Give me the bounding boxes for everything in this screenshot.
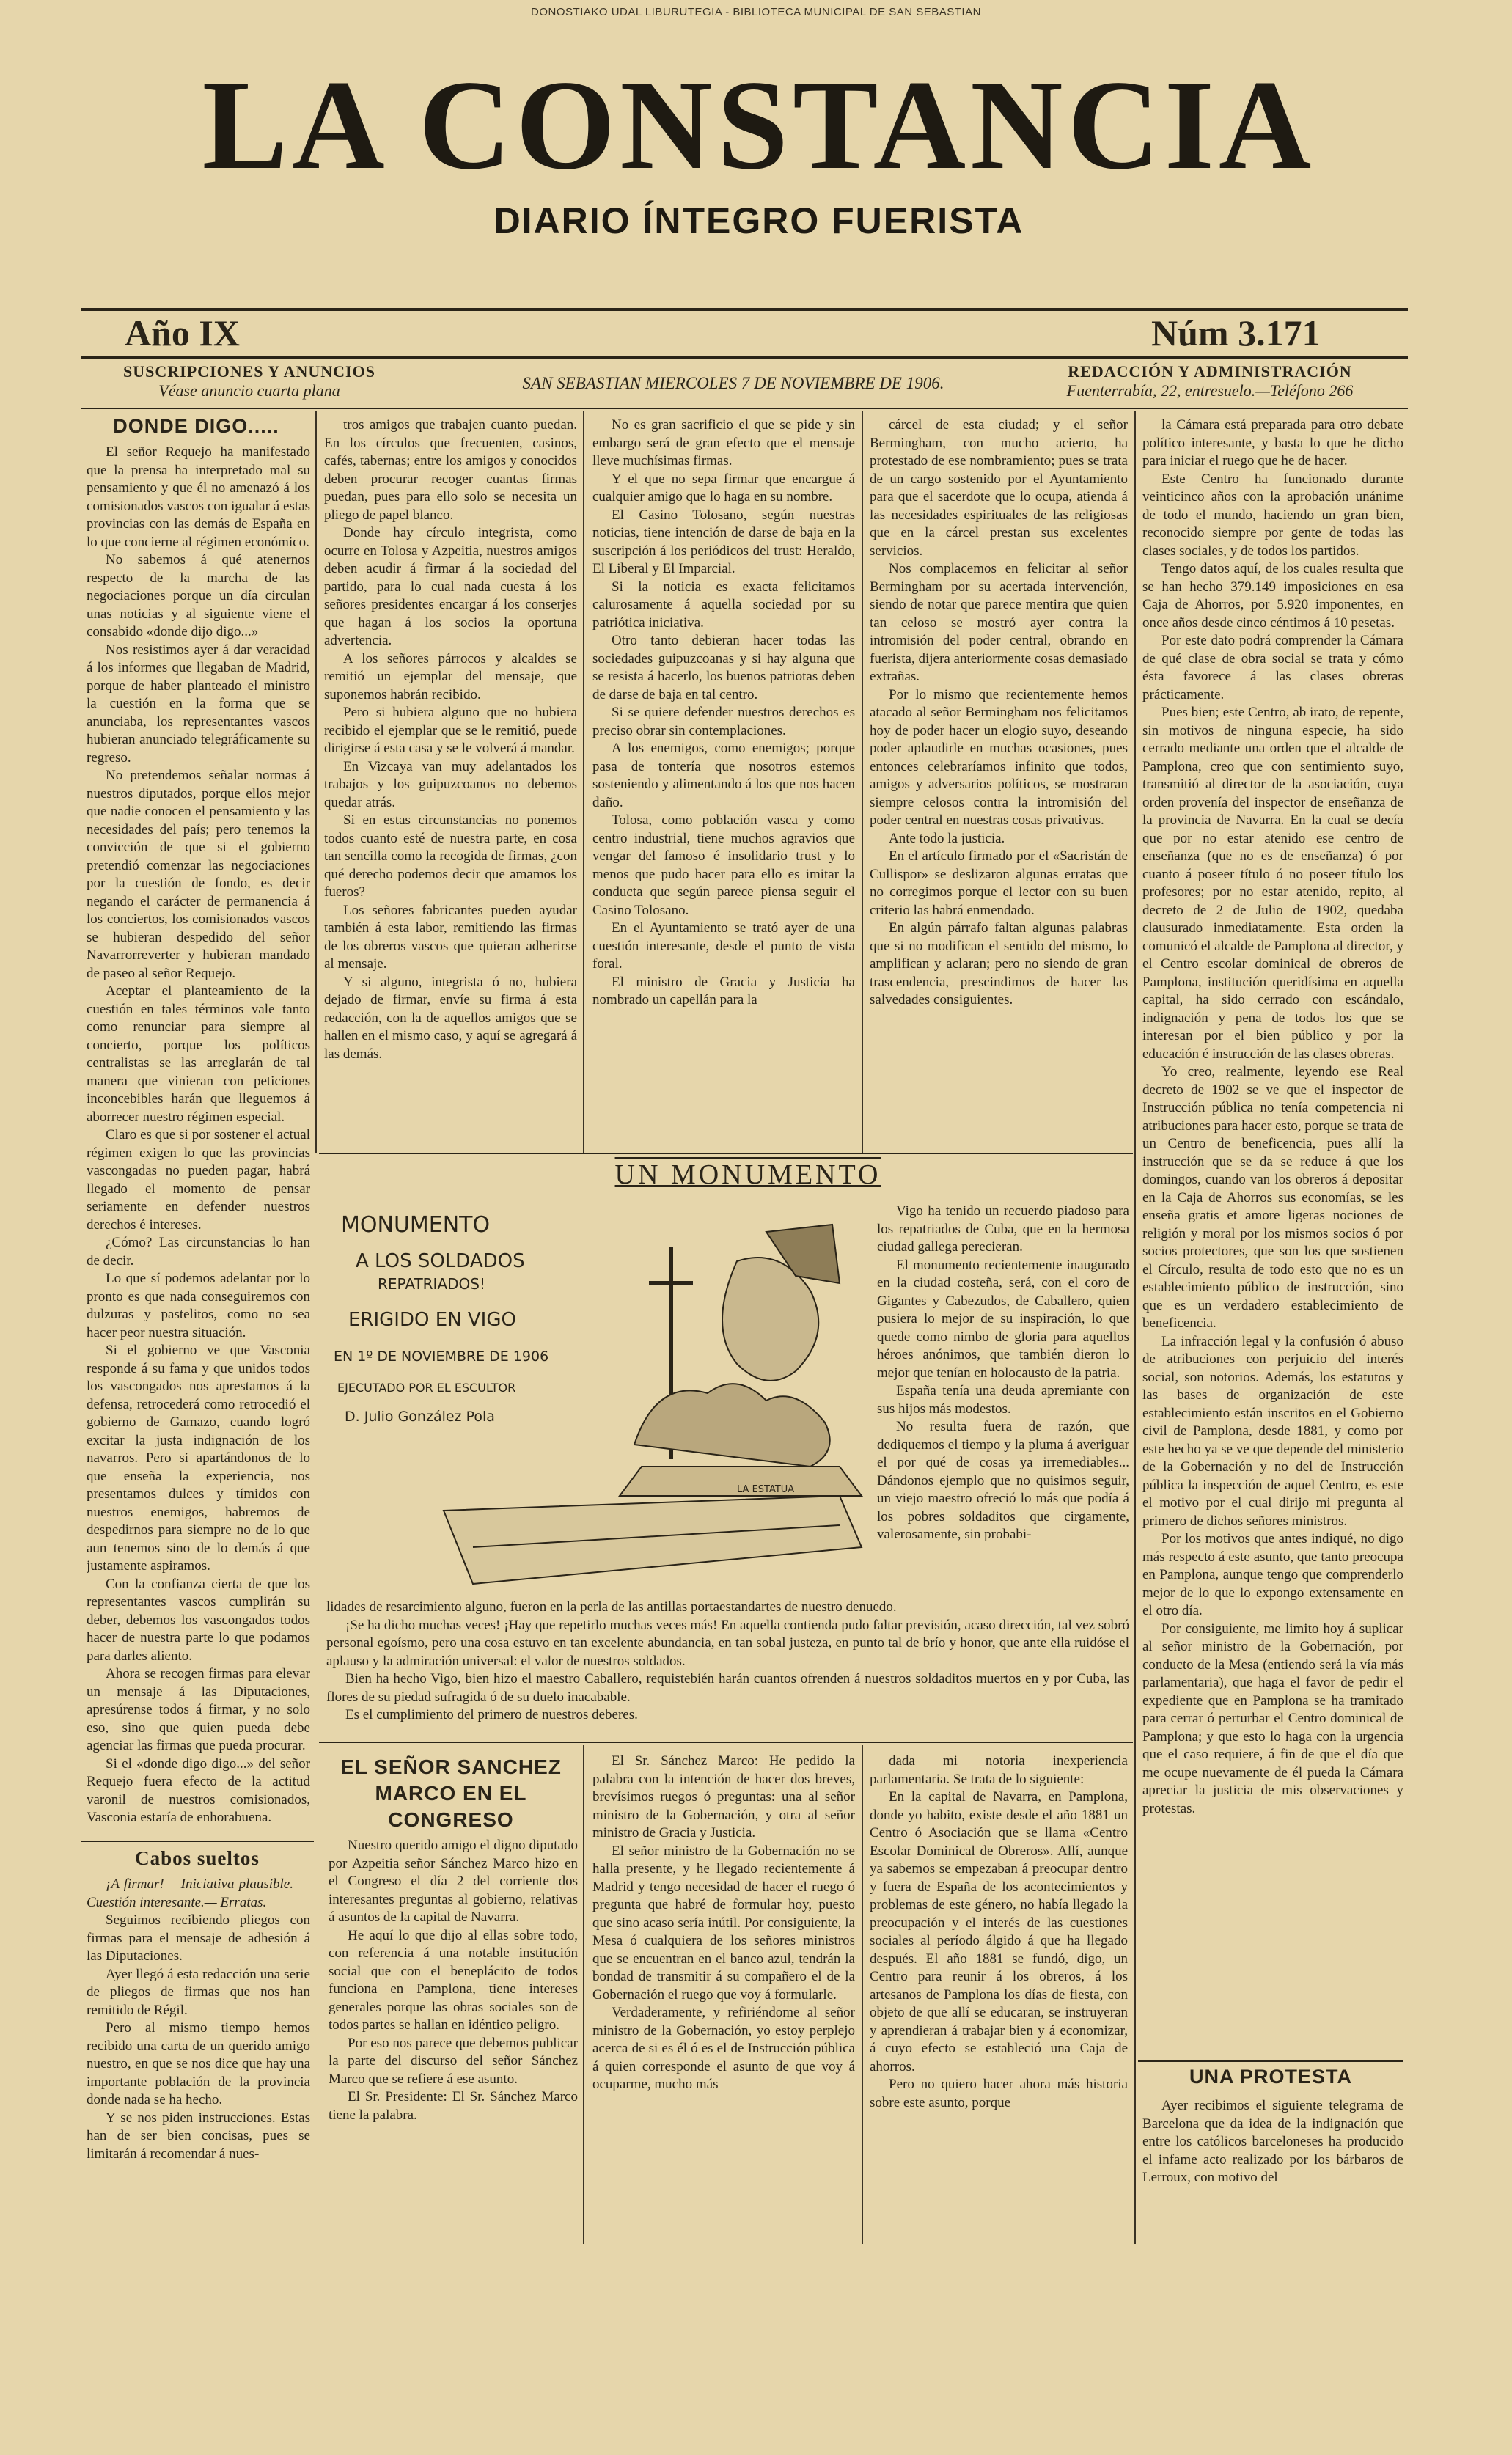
section-rule (81, 1841, 314, 1842)
monument-engraving (326, 1203, 873, 1599)
paragraph: Los señores fabricantes pueden ayudar también á esta labor, remitiendo las firmas de los obreros vascos que quieran adherirse al mensaje. (324, 902, 577, 972)
paragraph: Pues bien; este Centro, ab irato, de repente, sin motivos de ninguna especie, ha sido cerrado mediante una orden que el alcalde de Pamplona, creo que con sentimiento suyo, transmitió al director de la asociación, cuya orden provenía del inspector de enseñanza de la provincia de Navarra. En la cual se decía que por no estar atenido ese centro de enseñanza (que no es de enseñanza) ó por cuanto á poseer título ó no poseer título los profesores; por no estar atenido, repito, al decreto de 2 de Julio de 1902, quedaba clausurado inmediatamente. Esta orden la comunicó el alcalde de Pamplona al director, y el Centro escolar dominical de obreros de Pamplona, institución queridísima en aquella capital, ha sido cerrado con escándalo, indignación y pena de todos los que se interesan por el bien público y por la educación é instrucción de las clases obreras. (1142, 705, 1403, 1062)
paragraph: Tolosa, como población vasca y como centro industrial, tiene muchos agravios que vengar del famoso é insolidario trust y lo menos que pudo hacer para ello es imitar la conducta que según parece piensa seguir el Casino Tolosano. (592, 812, 855, 918)
newspaper-title: LA CONSTANCIA (202, 54, 1316, 196)
paragraph: No es gran sacrificio el que se pide y sin embargo será de gran efecto que el mensaje lleve muchísimas firmas. (592, 417, 855, 469)
redaccion-box (1012, 362, 1408, 400)
paragraph: Ahora se recogen firmas para elevar un mensaje á las Diputaciones, apresúrense todos á firmar, y no solo eso, sino que quien pueda debe agenciar las firmas que pueda procurar. (87, 1666, 310, 1753)
paragraph: Seguimos recibiendo pliegos con firmas para el mensaje de adhesión á las Diputaciones. (87, 1912, 310, 1964)
section-rule (319, 1153, 1133, 1154)
article-title-monumento: UN MONUMENTO (614, 1159, 881, 1190)
paragraph: cárcel de esta ciudad; y el señor Bermingham, con mucho acierto, ha protestado de ese nombramiento; pues se trata de un cargo sostenido por el Ayuntamiento para que el sacerdote que lo ocupa, atienda á las necesidades espirituales de las religiosas que en la cárcel prestan sus excelentes servicios. (870, 417, 1128, 559)
paragraph: En el artículo firmado por el «Sacristán de Cullispor» se deslizaron algunas erratas que no corregimos porque el lector con su buen criterio las habrá enmendado. (870, 848, 1128, 918)
paragraph: El señor Requejo ha manifestado que la prensa ha interpretado mal su pensamiento y que él no amenazó á los comisionados vascos con igualar á estas provincias con las demás de España en lo que concierne al régimen económico. (87, 444, 310, 550)
paragraph: El Sr. Presidente: El Sr. Sánchez Marco tiene la palabra. (329, 2089, 578, 2123)
paragraph: El Sr. Sánchez Marco: He pedido la palabra con la intención de hacer dos breves, brevísimos ruegos ó preguntas: una al señor ministro de la Gobernación, y otra al señor ministro de Gracia y Justicia. (592, 1753, 855, 1841)
cabos-sueltos-body (87, 1876, 310, 2242)
paragraph: Por lo mismo que recientemente hemos atacado al señor Bermingham nos felicitamos hoy de poder hacer un elogio suyo, deseando poder aplaudirle en muchas ocasiones, pues entonces celebraríamos infinito que todos, amigos y adversarios políticos, se mostraran siempre celosos contra la intromisión del poder central en nuestras cosas privativas. (870, 686, 1128, 828)
paragraph: Es el cumplimiento del primero de nuestros deberes. (345, 1707, 638, 1722)
paragraph: tros amigos que trabajen cuanto puedan. En los círculos que frecuenten, casinos, cafés, tabernas; entre los amigos y conocidos deben procurar recoger cuantas firmas puedan, pues para ello solo se necesita un pliego de papel blanco. (324, 417, 577, 523)
monumento-bottom-text (326, 1599, 1129, 1738)
engraving-statue-label: LA ESTATUA (737, 1484, 795, 1495)
engraving-caption-1: MONUMENTO (341, 1212, 491, 1238)
paragraph: Ante todo la justicia. (889, 830, 1005, 846)
paragraph: Claro es que si por sostener el actual régimen exigen lo que las provincias vascongadas no pueden pagar, habrá llegado el momento de pensar seriamente en defender nuestros derechos é intereses. (87, 1127, 310, 1233)
sanchez-marco-col2 (592, 1753, 855, 2240)
una-protesta-body (1142, 2097, 1403, 2244)
column-rule (583, 411, 584, 1153)
paragraph: Pero si hubiera alguno que no hubiera recibido el ejemplar que se le remitió, puede dirigirse á esta casa y se le volverá á mandar. (324, 705, 577, 756)
donde-digo-body (87, 444, 310, 1837)
paragraph: Si en estas circunstancias no ponemos todos cuanto esté de nuestra parte, en cosa tan sencilla como la recogida de firmas, ¿con qué derecho podemos decir que amamos los fueros? (324, 812, 577, 900)
cabos-sueltos-col3 (592, 416, 855, 1150)
paragraph: Lo que sí podemos adelantar por lo pronto es que nada conseguiremos con dulzuras y pastelitos, como no sea hacer peor nuestra situación. (87, 1271, 310, 1340)
paragraph: He aquí lo que dijo al ellas sobre todo, con referencia á una notable institución social que con el beneplácito de todos funciona en Pamplona, tiene intereses generales porque las obras sociales son de todos partes se hallan en idéntico peligro. (329, 1927, 578, 2033)
paragraph: Otro tanto debieran hacer todas las sociedades guipuzcoanas y si hay alguna que se resista á hacerlo, los buenos patriotas deben de darse de baja en tal centro. (592, 633, 855, 702)
masthead-rule-bottom (81, 356, 1408, 359)
paragraph: la Cámara está preparada para otro debate político interesante, y basta lo que he dicho para iniciar el ruego que he de hacer. (1142, 417, 1403, 469)
figure-group (634, 1384, 830, 1467)
paragraph: En algún párrafo faltan algunas palabras que si no modifican el sentido del mismo, lo amplifican y aclaran; pero no siendo de gran trascendencia, prescindimos de hacer las salvedades consiguientes. (870, 920, 1128, 1008)
paragraph: Este Centro ha funcionado durante veinticinco años con la aprobación unánime de todo el mundo, haciendo un gran bien, reconocido siempre por gente de todas las clases sociales, y de todos los partidos. (1142, 471, 1403, 559)
paragraph: Tengo datos aquí, de los cuales resulta que se han hecho 379.149 imposiciones en esa Caja de Ahorros, por 5.920 imponentes, en once años desde cinco céntimos á 10 pesetas. (1142, 561, 1403, 631)
article-title-sanchez-marco: EL SEÑOR SANCHEZ MARCO EN EL CONGRESO (340, 1755, 562, 1831)
article-title-donde-digo: DONDE DIGO..... (113, 415, 279, 437)
paragraph: Por eso nos parece que debemos publicar la parte del discurso del señor Sánchez Marco que se refiere á ese asunto. (329, 2035, 578, 2087)
paragraph: Donde hay círculo integrista, como ocurre en Tolosa y Azpeitia, nuestros amigos deben acudir á firmar á la sociedad del partido, para lo cual nada cuesta á los señores presidentes encargar á los conserjes que hagan á los socios la oportuna advertencia. (324, 525, 577, 648)
paragraph: A los señores párrocos y alcaldes se remitió un ejemplar del mensaje, que suponemos habrán recibido. (324, 650, 577, 702)
engraving-caption-4: ERIGIDO EN VIGO (348, 1309, 516, 1331)
column-rule (583, 1745, 584, 2244)
sanchez-marco-col1 (329, 1837, 578, 2240)
paragraph: Si la noticia es exacta felicitamos calurosamente á aquella sociedad por su patriótica iniciativa. (592, 579, 855, 631)
base-platform (444, 1496, 862, 1584)
paragraph: Ayer llegó á esta redacción una serie de pliegos de firmas que nos han remitido de Régil. (87, 1966, 310, 2018)
paragraph: La infracción legal y la confusión ó abuso de atribuciones con perjuicio del interés social, son notorios. Además, los estatutos y las bases de organización de este establecimiento están inscritos en el Gobierno civil de Pamplona, desde 1881, y como por este hecho ya se ve que depende del ministerio de la Gobernación y no del de Instrucción pública la inspección de aquel Centro, es este el motivo por el cual dirijo mi pregunta al primero de dichos señores ministros. (1142, 1333, 1403, 1529)
paragraph: ¡Se ha dicho muchas veces! ¡Hay que repetirlo muchas veces más! En aquella contienda pudo faltar previsión, acaso dirección, tal vez sobró personal egoísmo, pero una cosa estuvo en tan excelente abundancia, en tan sobal justeza, en punto tal de brío y honor, que ante ella ruidóse el aplauso y la admiración universal: el valor de nuestros soldados. (326, 1617, 1129, 1669)
paragraph: Con la confianza cierta de que los representantes vascos cumplirán su deber, debemos los vascongados todos hacer de nuestra parte lo que podamos para darles aliento. (87, 1576, 310, 1664)
paragraph: Por consiguiente, me limito hoy á suplicar al señor ministro de la Gobernación, por conducto de la Mesa (entiendo será la vía más parlamentaria), que haga el favor de pedir el expediente que en Pamplona se ha tramitado para cerrar ó perturbar el Centro dominical de Pamplona; y que esto lo haga con la urgencia que el caso requiere, á fin de que el día que me ocupe nuevamente de él pueda la Cámara apreciar la justicia de mis observaciones y protestas. (1142, 1621, 1403, 1816)
paragraph: Por este dato podrá comprender la Cámara de qué clase de obra social se trata y cómo ésta favorece á las clases obreras prácticamente. (1142, 633, 1403, 702)
paragraph: El monumento recientemente inaugurado en la ciudad costeña, será, con el coro de Gigantes y Cabezudos, de Caballero, quien pusiera lo mejor de su inspiración, lo que quede como nimbo de gloria para aquellos héroes anónimos, que también dieron lo mejor que tenían en holocausto de la patria. (877, 1257, 1129, 1381)
paragraph: En el Ayuntamiento se trató ayer de una cuestión interesante, desde el punto de vista foral. (592, 920, 855, 972)
address-line: Fuenterrabía, 22, entresuelo.—Teléfono 266 (1066, 381, 1354, 400)
paragraph: Pero al mismo tiempo hemos recibido una carta de un querido amigo nuestro, en que se nos dice que hay una importante población de la provincia donde nada se ha hecho. (87, 2020, 310, 2107)
column-rule (862, 411, 863, 1153)
paragraph: Por los motivos que antes indiqué, no digo más respecto á este asunto, que tanto preocupa en Pamplona, aunque tengo que comprenderlo mejor de lo que lo expongo extensamente en el otro día. (1142, 1531, 1403, 1618)
paragraph: Yo creo, realmente, leyendo ese Real decreto de 1902 se ve que el inspector de Instrucción pública no tenía competencia ni atribuciones para hacer esto, porque se trata de un Centro de beneficencia, pues allí la instrucción que se da se reduce á que los domingos, cuando van los obreros á depositar en la Caja de Ahorros sus economías, se les enseña gratis et amore ligeras nociones de religión y moral por los mismos socios ó por socios protectores, que son los que sostienen el Círculo, resulta de todo esto que no es un establecimiento público de instrucción, sino que es un verdadero establecimiento de beneficencia. (1142, 1064, 1403, 1331)
paragraph: Y el que no sepa firmar que encargue á cualquier amigo que lo haga en su nombre. (592, 471, 855, 504)
paragraph: ¿Cómo? Las circunstancias lo han de decir. (87, 1235, 310, 1269)
paragraph: El señor ministro de la Gobernación no se halla presente, y he llegado recientemente á Madrid y tengo necesidad de hacer el ruego ó pregunta que habré de formular hoy, puesto que sino acaso sería inútil. Por consiguiente, la Mesa ó cualquiera de los señores ministros que se encuentran en el banco azul, tendrán la bondad de transmitir á su compañero el de la Gobernación el ruego que voy á formularle. (592, 1843, 855, 2003)
cabos-sueltos-col4 (870, 416, 1128, 1150)
paragraph: El ministro de Gracia y Justicia ha nombrado un capellán para la (592, 974, 855, 1008)
cabos-sueltos-col2 (324, 416, 577, 1150)
paragraph: El Casino Tolosano, según nuestras noticias, tiene intención de darse de baja en la suscripción á los periódicos del trust: Heraldo, El Liberal y El Imparcial. (592, 507, 855, 576)
section-rule (1138, 2060, 1403, 2062)
paragraph: Ayer recibimos el siguiente telegrama de Barcelona que da idea de la indignación que entre los católicos barceloneses ha producido el infame acto realizado por los bárbaros de Lerroux, con motivo del (1142, 2098, 1403, 2185)
engraving-caption-5: EN 1º DE NOVIEMBRE DE 1906 (334, 1348, 549, 1365)
year-label: Año IX (125, 312, 240, 353)
engraving-caption-3: REPATRIADOS! (378, 1275, 485, 1293)
issue-number: Núm 3.171 (1151, 312, 1321, 353)
article-title-cabos-sueltos: Cabos sueltos (135, 1847, 260, 1869)
subscriptions-note: Véase anuncio cuarta plana (158, 381, 340, 400)
subscriptions-label: SUSCRIPCIONES Y ANUNCIOS (123, 362, 375, 381)
paragraph: Si el gobierno ve que Vasconia responde á su fama y que unidos todos los vascongados nos aprestamos á la defensa, retrocederá como retrocedió el gobierno de Gamazo, cuando logró excitar la justa indignación de los navarros. Pero si apartándonos de lo que enseña la experiencia, nos presentamos dulces y tímidos con nuestros enemigos, habremos de despedirnos para siempre no de lo que aun tenemos sino de lo demás á que justamente aspiramos. (87, 1343, 310, 1574)
monumento-right-text (877, 1203, 1129, 1584)
masthead-rule-top (81, 308, 1408, 311)
column-rule (862, 1745, 863, 2244)
paragraph: Nos complacemos en felicitar al señor Bermingham por su acertada intervención, siendo de notar que parece mentira que quien tan celoso se mostró ayer contra la intromisión del poder central, obrando en fuerista, dijera anteriormente cosas demasiado extrañas. (870, 561, 1128, 684)
dateline: SAN SEBASTIAN MIERCOLES 7 DE NOVIEMBRE DE 1906. (522, 374, 944, 392)
redaccion-label: REDACCIÓN Y ADMINISTRACIÓN (1068, 362, 1352, 381)
engraving-caption-2: A LOS SOLDADOS (356, 1250, 525, 1272)
paragraph: Verdaderamente, y refiriéndome al señor ministro de la Gobernación, yo estoy perplejo acerca de si es él ó es el de Instrucción pública á quien corresponde el asunto de que voy á ocuparme, mucho más (592, 2005, 855, 2092)
sanchez-marco-col3 (870, 1753, 1128, 2240)
paragraph: Y se nos piden instrucciones. Estas han de ser bien concisas, pues se limitarán á recomendar á nues- (87, 2110, 310, 2162)
paragraph: En Vizcaya van muy adelantados los trabajos y los guipuzcoanos no debemos quedar atrás. (324, 758, 577, 810)
paragraph: En la capital de Navarra, en Pamplona, donde yo habito, existe desde el año 1881 un Centro ó Asociación que se llama «Centro Escolar Dominical de Obreros». Allí, aunque ya sabemos se empezaban á preocupar dentro y fuera de España de los acontecimientos y problemas de este género, no había llegado la preocupación y el interés de las cuestiones sociales al período álgido á que ha llegado después. El año 1881 se fundó, digo, un Centro para reunir á los obreros, á los artesanos de Pamplona los días de fiesta, con objeto de que allí se educaran, se instruyeran y aprendieran á trabajar bien y á economizar, á cuyo efecto se estableció una Caja de ahorros. (870, 1789, 1128, 2074)
paragraph: No pretendemos señalar normas á nuestros diputados, porque ellos mejor que nadie conocen el pensamiento y las necesidades del país; pero tenemos la convicción de que si el gobierno pretendió comenzar las negociaciones por la cuestión de fondo, es decir negando el carácter de permanencia á los conciertos, los comisionados vascos se hubieran despedido del señor Navarrorreverter y hubieran mandado de paseo al señor Requejo. (87, 768, 310, 981)
paragraph: Y si alguno, integrista ó no, hubiera dejado de firmar, envíe su firma á esta redacción, con la de aquellos amigos que se hallen en el mismo caso, y aquí se agregará á las demás. (324, 974, 577, 1062)
lead: ¡A firmar! —Iniciativa plausible. —Cuestión interesante.— Erratas. (87, 1876, 310, 1910)
paragraph: dada mi notoria inexperiencia parlamentaria. Se trata de lo siguiente: (870, 1753, 1128, 1787)
subscriptions-box (84, 362, 414, 400)
newspaper-subtitle: DIARIO ÍNTEGRO FUERISTA (493, 200, 1024, 241)
paragraph: Nuestro querido amigo el digno diputado por Azpeitia señor Sánchez Marco hizo en el Congreso el día 2 del corriente dos interesantes preguntas al gobierno, relativas á asuntos de la capital de Navarra. (329, 1838, 578, 1925)
paragraph: lidades de resarcimiento alguno, fueron en la perla de las antillas portaestandartes de nuestro denuedo. (326, 1599, 897, 1615)
paragraph: Si se quiere defender nuestros derechos es preciso obrar sin contemplaciones. (592, 705, 855, 738)
paragraph: No sabemos á qué atenernos respecto de la marcha de las negociaciones porque un día circulan unas noticias y al siguiente viene el consabido «donde dijo digo...» (87, 552, 310, 639)
paragraph: Nos resistimos ayer á dar veracidad á los informes que llegaban de Madrid, porque de haber planteado el ministro la cuestión en la forma que se anunciaba, los representantes vascos hubieran anunciado telegráficamente su regreso. (87, 642, 310, 766)
paragraph: Bien ha hecho Vigo, bien hizo el maestro Caballero, requistebién harán cuantos ofrenden á nuestros soldaditos muertos en y por Cuba, las flores de su piedad sufragida ó de su duelo inacabable. (326, 1671, 1129, 1705)
column-rule (1134, 411, 1136, 2244)
paragraph: Aceptar el planteamiento de la cuestión en tales términos vale tanto como renunciar para siempre al concierto, porque los políticos centralistas se las arreglarán de tal manera que vinieran con peticiones inconcebibles harán que lleguemos á aborrecer nuestro régimen especial. (87, 983, 310, 1125)
paragraph: A los enemigos, como enemigos; porque pasa de tontería que nosotros estemos sosteniendo y alimentando á los que nos hacen daño. (592, 741, 855, 810)
sculpture-drawing (444, 1225, 862, 1584)
paragraph: No resulta fuera de razón, que dediquemos el tiempo y la pluma á averiguar el por qué de cosas ya irremediables... Dándonos ejemplo que no quisimos seguir, un viejo maestro ofreció lo más que podía á los pobres soldaditos que cirgamente, valerosamente, sin probabi- (877, 1419, 1129, 1542)
archive-line: DONOSTIAKO UDAL LIBURUTEGIA - BIBLIOTECA MUNICIPAL DE SAN SEBASTIAN (531, 6, 981, 18)
section-rule (319, 1742, 1133, 1743)
engraving-caption-6: EJECUTADO POR EL ESCULTOR (337, 1381, 516, 1395)
paragraph: Vigo ha tenido un recuerdo piadoso para los repatriados de Cuba, que en la hermosa ciudad gallega perecieran. (877, 1203, 1129, 1255)
paragraph: Pero no quiero hacer ahora más historia sobre este asunto, porque (870, 2077, 1128, 2110)
header-divider (81, 408, 1408, 409)
paragraph: España tenía una deuda apremiante con sus hijos más modestos. (877, 1383, 1129, 1417)
paragraph: Si el «donde digo digo...» del señor Requejo fuera efecto de la actitud varonil de nuestros comisionados, Vasconia estaría de enhorabuena. (87, 1755, 310, 1825)
article-title-una-protesta: UNA PROTESTA (1189, 2066, 1352, 2088)
engraving-caption-7: D. Julio González Pola (345, 1409, 495, 1425)
column-rule (315, 411, 317, 1153)
